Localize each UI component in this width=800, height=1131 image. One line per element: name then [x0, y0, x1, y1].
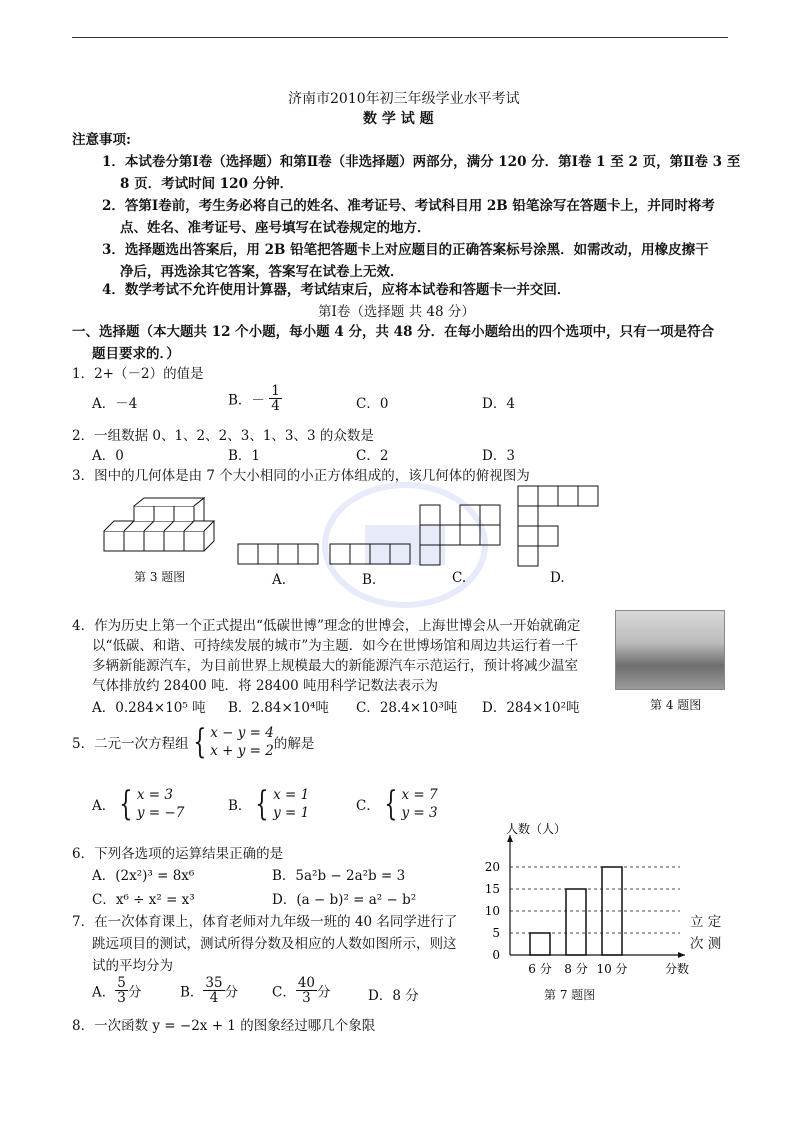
- q5-b2: y = 1: [273, 805, 310, 821]
- q7-option-c: [272, 976, 331, 1005]
- x-axis-arrow-icon: [678, 952, 685, 958]
- q7-c-pre: C．: [272, 984, 296, 1001]
- q7-c-post: 分: [317, 984, 331, 1001]
- x-tick-label: 6 分: [528, 962, 552, 976]
- q5-eq1: x − y = 4: [210, 725, 274, 741]
- q7-a-num: 5: [117, 975, 126, 991]
- q7-a-den: 3: [117, 990, 126, 1006]
- q4-line4: 气体排放约 28400 吨．将 28400 吨用科学记数法表示为: [92, 678, 439, 694]
- q7-line2: 跳远项目的测试，测试所得分数及相应的人数如图所示，则这: [92, 936, 457, 952]
- q6-option-b: B．5a²b − 2a²b = 3: [272, 868, 406, 884]
- q6-option-a: A．(2x²)³ = 8x⁶: [92, 868, 195, 884]
- q5-a1: x = 3: [136, 787, 173, 803]
- q5-c2: y = 3: [401, 805, 438, 821]
- q3-option-b-label: B.: [362, 572, 377, 588]
- q5-b1: x = 1: [273, 787, 310, 803]
- notice-item-2-line2: 点、姓名、准考证号、座号填写在试卷规定的地方．: [120, 220, 431, 236]
- q3-option-a-label: A.: [272, 572, 287, 588]
- q7-b-post: 分: [224, 984, 239, 1001]
- q8-stem: 8．一次函数 y = −2x + 1 的图象经过哪几个象限: [72, 1018, 376, 1034]
- y-tick-label: 10: [484, 904, 500, 918]
- notice-item-2-line1: 2．答第Ⅰ卷前，考生务必将自己的姓名、准考证号、考试科目用 2B 铅笔涂写在答题卡上，并同时将考: [102, 198, 715, 214]
- q4-option-c: C．28.4×10³吨: [356, 700, 458, 716]
- top-rule: [72, 37, 728, 38]
- q4-line2: 以“低碳、和谐、可持续发展的城市”为主题．如今在世博场馆和周边共运行着一千: [92, 638, 579, 654]
- q5-stem-post: 的解是: [273, 736, 315, 752]
- y-tick-label: 0: [492, 948, 500, 962]
- q5-eq2: x + y = 2: [210, 743, 274, 759]
- q5-option-c: [356, 786, 438, 822]
- section1-line2: 题目要求的．）: [92, 346, 180, 362]
- q5-a-system: [137, 786, 184, 822]
- x-tick-label: 8 分: [564, 962, 588, 976]
- q7-c-den: 3: [302, 990, 311, 1006]
- q5-b-brace-icon: {: [255, 784, 269, 824]
- q3-option-c-label: C.: [452, 570, 467, 586]
- q6-option-c: C．x⁶ ÷ x² = x³: [92, 892, 195, 908]
- notice-heading: 注意事项:: [72, 132, 131, 148]
- q1-option-d: D．4: [482, 396, 515, 412]
- q5-c-label: C．: [356, 798, 380, 814]
- q5-option-a: [92, 786, 184, 822]
- q6-stem: 6．下列各选项的运算结果正确的是: [72, 846, 284, 862]
- q3-stem: 3．图中的几何体是由 7 个大小相同的小正方体组成的，该几何体的俯视图为: [72, 468, 530, 484]
- q5-b-system: [273, 786, 309, 822]
- q7-side-text-1: 立 定: [690, 914, 722, 930]
- y-axis-arrow-icon: [507, 835, 513, 842]
- notice-item-4-line1: 4．数学考试不允许使用计算器，考试结束后，应将本试卷和答题卡一并交回．: [102, 282, 571, 298]
- q1-option-b: [228, 384, 282, 413]
- q3-option-b-figure: [330, 544, 410, 566]
- q7-a-post: 分: [127, 984, 142, 1001]
- part1-heading: 第Ⅰ卷（选择题 共 48 分）: [318, 304, 475, 320]
- q5-c1: x = 7: [401, 787, 438, 803]
- q5-a-brace-icon: {: [119, 784, 133, 824]
- q4-option-a: A．0.284×10⁵ 吨: [92, 700, 206, 716]
- y-tick-label: 20: [484, 860, 500, 874]
- q4-line1: 4．作为历史上第一个正式提出“低碳世博”理念的世博会，上海世博会从一开始就确定: [72, 618, 581, 634]
- notice-item-1-line1: 1．本试卷分第Ⅰ卷（选择题）和第Ⅱ卷（非选择题）两部分，满分 120 分．第Ⅰ卷 1 至 2 页，第Ⅱ卷 3 至: [102, 154, 741, 170]
- y-axis-title: 人数（人）: [506, 822, 567, 836]
- q5-brace-icon: {: [192, 722, 206, 762]
- q3-option-d-figure: [518, 486, 600, 568]
- q4-figure-caption: 第 4 题图: [650, 698, 702, 712]
- y-tick-label: 15: [484, 882, 500, 896]
- bar: [530, 933, 550, 955]
- q7-bar-chart: [470, 822, 690, 1000]
- q1-option-b-prefix: B．－: [228, 392, 265, 409]
- q5-a-label: A．: [92, 798, 116, 814]
- q2-option-c: C．2: [356, 448, 389, 464]
- q2-stem: 2．一组数据 0、1、2、2、3、1、3、3 的众数是: [72, 428, 374, 444]
- q1-stem: 1．2+（－2）的值是: [72, 366, 204, 382]
- q7-figure-caption: 第 7 题图: [544, 988, 596, 1002]
- y-tick-label: 5: [492, 926, 500, 940]
- q7-option-b: [180, 976, 238, 1005]
- q4-line3: 多辆新能源汽车，为目前世界上规模最大的新能源汽车示范运行，预计将减少温室: [92, 658, 578, 674]
- q5-option-b: [228, 786, 309, 822]
- q5-a2: y = −7: [136, 805, 185, 821]
- exam-title: 济南市2010年初三年级学业水平考试: [288, 91, 520, 107]
- x-tick-label: 10 分: [596, 962, 628, 976]
- bar: [566, 889, 586, 955]
- q3-option-d-label: D.: [550, 570, 565, 586]
- q7-line3: 试的平均分为: [92, 958, 173, 974]
- section1-line1: 一、选择题（本大题共 12 个小题，每小题 4 分，共 48 分．在每小题给出的四个选项中，只有一项是符合: [72, 324, 715, 340]
- x-axis-title: 分数: [665, 962, 690, 976]
- q7-b-den: 4: [209, 990, 219, 1006]
- q2-option-d: D．3: [482, 448, 515, 464]
- q4-photo-image: [615, 610, 725, 690]
- q3-figure-caption: 第 3 题图: [134, 570, 186, 584]
- q7-b-num: 35: [205, 975, 223, 991]
- q3-solid-figure: [104, 496, 224, 556]
- q5-stem: [72, 724, 314, 760]
- q7-line1: 7．在一次体育课上，体育老师对九年级一班的 40 名同学进行了: [72, 914, 458, 930]
- q7-b-pre: B．: [180, 984, 204, 1001]
- q5-b-label: B．: [228, 798, 252, 814]
- q7-side-text-2: 次 测: [690, 936, 722, 952]
- notice-item-1-line2: 8 页．考试时间 120 分钟．: [120, 176, 294, 192]
- notice-item-3-line2: 净后，再选涂其它答案，答案写在试卷上无效．: [120, 264, 404, 280]
- q1-option-b-fraction: [269, 384, 282, 413]
- q1-b-num: 1: [271, 383, 280, 399]
- q1-option-a: A．－4: [92, 396, 138, 412]
- q7-option-d: D．8 分: [368, 988, 419, 1004]
- exam-subtitle: 数 学 试 题: [363, 111, 434, 127]
- q6-option-d: D．(a − b)² = a² − b²: [272, 892, 417, 908]
- q5-system: [210, 724, 274, 760]
- q5-c-system: [401, 786, 437, 822]
- q7-c-num: 40: [297, 975, 316, 991]
- q4-option-b: B．2.84×10⁴吨: [228, 700, 329, 716]
- q2-option-a: A．0: [92, 448, 124, 464]
- q2-option-b: B．1: [228, 448, 261, 464]
- q5-c-brace-icon: {: [384, 784, 398, 824]
- q4-option-d: D．284×10²吨: [482, 700, 580, 716]
- q1-option-c: C．0: [356, 396, 389, 412]
- q5-stem-pre: 5．二元一次方程组: [72, 736, 189, 752]
- q3-option-a-figure: [238, 544, 318, 566]
- q3-option-c-figure: [420, 505, 502, 567]
- q7-a-pre: A．: [92, 984, 116, 1001]
- q7-option-a: [92, 976, 141, 1005]
- q1-b-den: 4: [271, 398, 280, 414]
- notice-item-3-line1: 3．选择题选出答案后，用 2B 铅笔把答题卡上对应题目的正确答案标号涂黑．如需改动，用橡皮擦干: [102, 242, 709, 258]
